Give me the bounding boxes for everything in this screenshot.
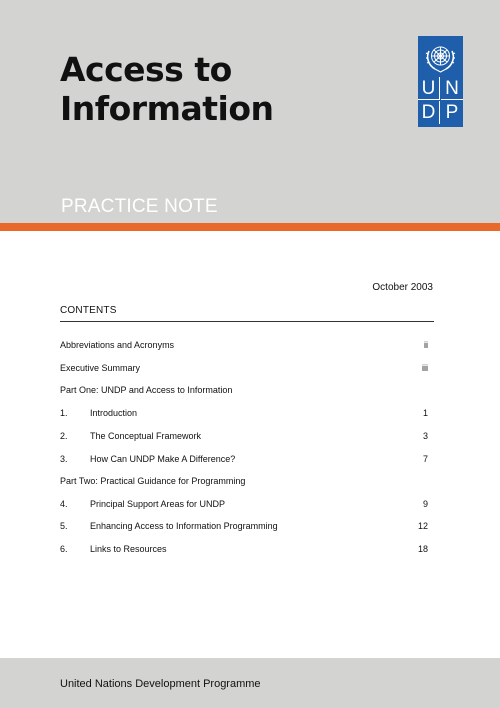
toc-section-heading [60,385,428,399]
logo-letter-n: N [441,77,463,100]
toc-page-number: iii [422,363,428,373]
toc-section-heading [60,476,428,490]
toc-page-number: 12 [417,521,428,531]
contents-heading: CONTENTS [60,305,117,316]
toc-number: 6. [60,544,68,554]
logo-letter-u: U [418,77,440,100]
toc-number: 2. [60,431,68,441]
toc-number: 5. [60,521,68,531]
toc-page-number: 7 [422,454,428,464]
toc-title: Enhancing Access to Information Programming [90,521,278,531]
cover-header [0,0,500,223]
undp-letters [418,77,463,125]
toc-entry[interactable] [60,340,428,354]
toc-entry[interactable] [60,363,428,377]
toc-title: How Can UNDP Make A Difference? [90,454,236,464]
toc-page-number: 3 [422,431,428,441]
toc-number: 1. [60,408,68,418]
cover-footer [0,658,500,708]
organization-name: United Nations Development Programme [60,678,261,690]
toc-title: Part One: UNDP and Access to Information [60,385,233,395]
undp-logo [418,36,463,127]
toc-entry[interactable] [60,431,428,445]
toc-title: The Conceptual Framework [90,431,202,441]
toc-title: Part Two: Practical Guidance for Programming [60,476,246,486]
toc-title: Introduction [90,408,138,418]
toc-page-number: 1 [422,408,428,418]
toc-title: Executive Summary [60,363,141,373]
toc-entry[interactable] [60,521,428,535]
toc-entry[interactable] [60,408,428,422]
toc-number: 4. [60,499,68,509]
document-title [60,50,273,128]
contents-divider [60,321,434,322]
title-line-2: Information [60,89,274,128]
toc-number: 3. [60,454,68,464]
toc-page-number: ii [424,340,428,350]
publication-date: October 2003 [372,282,433,293]
toc-page-number: 9 [422,499,428,509]
toc-entry[interactable] [60,454,428,468]
title-line-1: Access to [60,50,232,89]
toc-title: Principal Support Areas for UNDP [90,499,226,509]
toc-page-number: 18 [417,544,428,554]
logo-letter-p: P [445,102,459,123]
logo-letter-d: D [418,101,440,124]
orange-divider-bar [0,223,500,231]
un-emblem-icon [423,40,458,75]
toc-title: Links to Resources [90,544,167,554]
toc-entry[interactable] [60,499,428,513]
toc-title: Abbreviations and Acronyms [60,340,175,350]
document-subtitle: PRACTICE NOTE [61,196,218,217]
toc-entry[interactable] [60,544,428,558]
